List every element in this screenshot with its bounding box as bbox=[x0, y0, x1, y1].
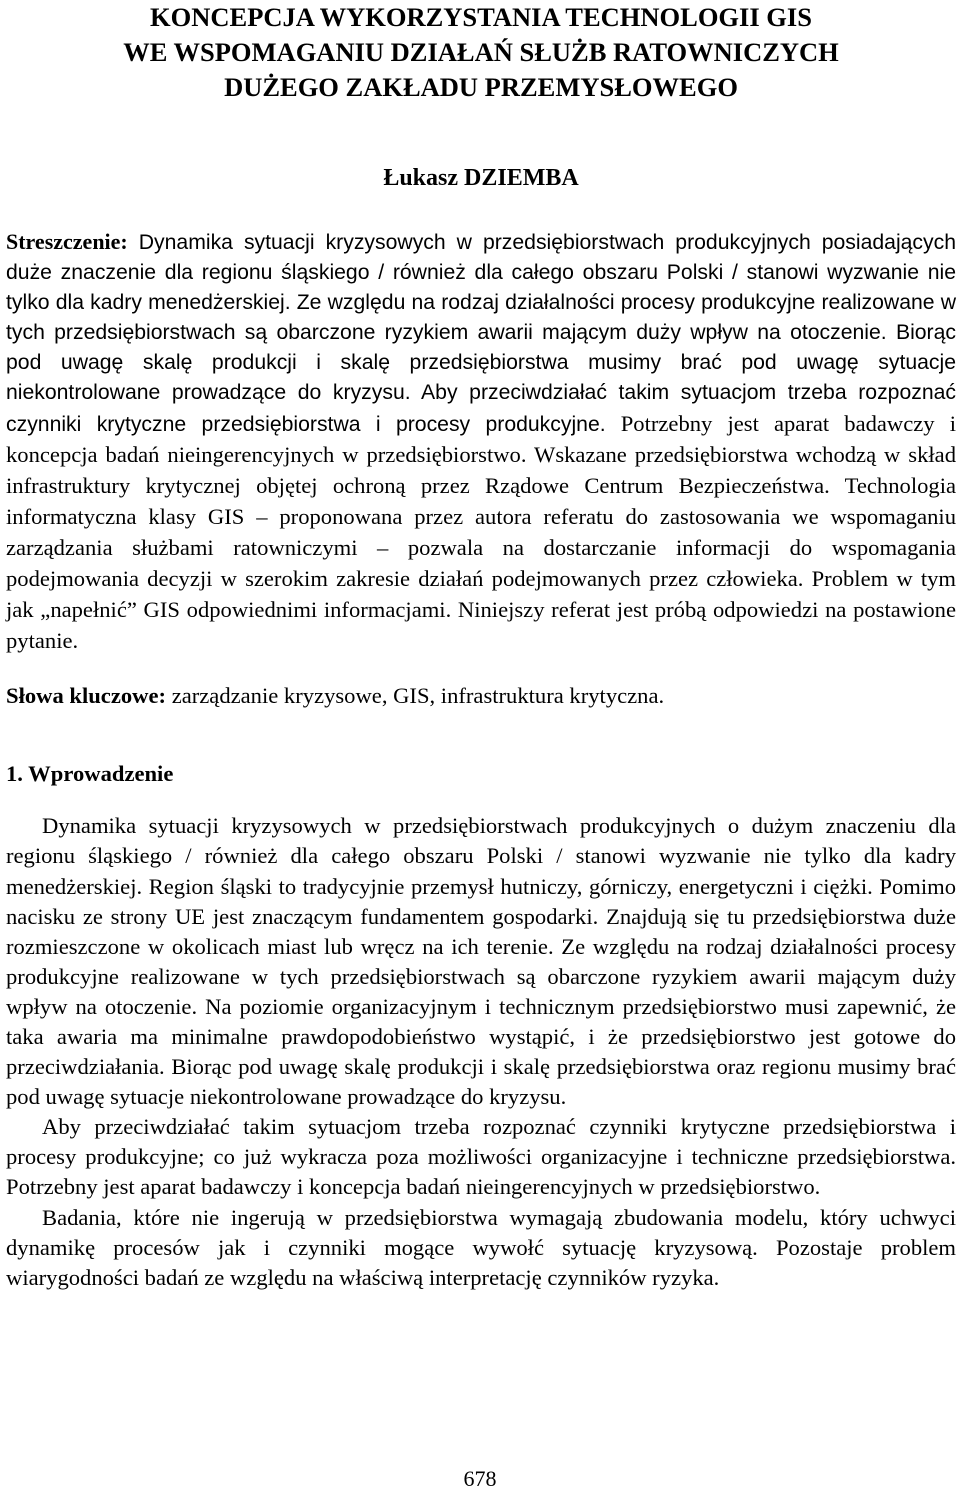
abstract-text-part-2: Potrzebny jest aparat badawczy i koncepcja badań nieingerencyjnych w przedsiębiorstwo. Wskazane przedsiębiorstwa wchodzą w skład infrastruktury krytycznej objętej ochroną przez Rządowe Centrum Bezpieczeństwa. Technologia informatyczna klasy GIS – proponowana przez autora referatu do zastosowania we wspomaganiu zarządzania służbami ratowniczymi – pozwala na dostarczanie informacji do wspomagania podejmowania decyzji w szerokim zakresie działań podejmowanych przez człowieka. Problem w tym jak „napełnić” GIS odpowiednimi informacjami. Niniejszy referat jest próbą odpowiedzi na postawione pytanie. bbox=[6, 410, 956, 654]
document-page bbox=[6, 0, 956, 1293]
paragraph-2: Aby przeciwdziałać takim sytuacjom trzeba rozpoznać czynniki krytyczne przedsiębiorstwa i procesy produkcyjne; co już wykracza poza możliwości organizacyjne i techniczne przedsiębiorstwa. Potrzebny jest aparat badawczy i koncepcja badań nieingerencyjnych w przedsiębiorstwo. bbox=[6, 1114, 956, 1200]
section-heading: 1. Wprowadzenie bbox=[6, 761, 174, 787]
section-body bbox=[6, 811, 956, 1293]
paragraph-3: Badania, które nie ingerują w przedsiębiorstwa wymagają zbudowania modelu, który uchwyci dynamikę procesów jak i czynniki mogące wywołć sytuację kryzysową. Pozostaje problem wiarygodności badań ze względu na właściwą interpretację czynników ryzyka. bbox=[6, 1204, 956, 1290]
title-line-1: KONCEPCJA WYKORZYSTANIA TECHNOLOGII GIS bbox=[150, 2, 812, 32]
author-name: Łukasz DZIEMBA bbox=[383, 165, 579, 191]
title-line-2: WE WSPOMAGANIU DZIAŁAŃ SŁUŻB RATOWNICZYCH bbox=[123, 37, 839, 67]
abstract-text-part-1: Dynamika sytuacji kryzysowych w przedsiębiorstwach produkcyjnych posiadających duże znaczenie dla regionu śląskiego / również dla całego obszaru Polski / stanowi wyzwanie nie tylko dla kadry menedżerskiej. Ze względu na rodzaj działalności procesy produkcyjne realizowane w tych przedsiębiorstwach są obarczone ryzykiem awarii mającym duży wpływ na otoczenie. Biorąc pod uwagę skalę produkcji i skalę przedsiębiorstwa musimy brać pod uwagę sytuacje niekontrolowane prowadzące do kryzysu. Aby przeciwdziałać takim sytuacjom trzeba rozpoznać czynniki krytyczne przedsiębiorstwa i procesy produkcyjne. bbox=[6, 231, 956, 436]
abstract bbox=[6, 227, 956, 657]
keywords-label: Słowa kluczowe: bbox=[6, 683, 167, 709]
keywords-text: zarządzanie kryzysowe, GIS, infrastruktura krytyczna. bbox=[166, 683, 665, 709]
title-line-3: DUŻEGO ZAKŁADU PRZEMYSŁOWEGO bbox=[224, 72, 738, 102]
keywords bbox=[6, 681, 956, 711]
paragraph-1: Dynamika sytuacji kryzysowych w przedsiębiorstwach produkcyjnych o dużym znaczeniu dla regionu śląskiego / również dla całego obszaru Polski / stanowi wyzwanie nie tylko dla kadry menedżerskiej. Region śląski to tradycyjnie przemysł hutniczy, górniczy, energetyczni i ciężki. Pomimo nacisku ze strony UE jest znaczącym fundamentem gospodarki. Znajdują się tu przedsiębiorstwa duże rozmieszczone w okolicach miast lub wręcz na ich terenie. Ze względu na rodzaj działalności procesy produkcyjne realizowane w tych przedsiębiorstwach są obarczone ryzykiem awarii mającym duży wpływ na otoczenie. Na poziomie organizacyjnym i technicznym przedsiębiorstwo musi zapewnić, że taka awaria ma minimalne prawdopodobieństwo wystąpić, i że przedsiębiorstwo jest gotowe do przeciwdziałania. Biorąc pod uwagę skalę produkcji i skalę przedsiębiorstwa oraz regionu musimy brać pod uwagę sytuacje niekontrolowane prowadzące do kryzysu. bbox=[6, 813, 956, 1110]
paper-title bbox=[6, 0, 956, 105]
abstract-label: Streszczenie: bbox=[6, 229, 128, 254]
page-number: 678 bbox=[463, 1466, 497, 1491]
